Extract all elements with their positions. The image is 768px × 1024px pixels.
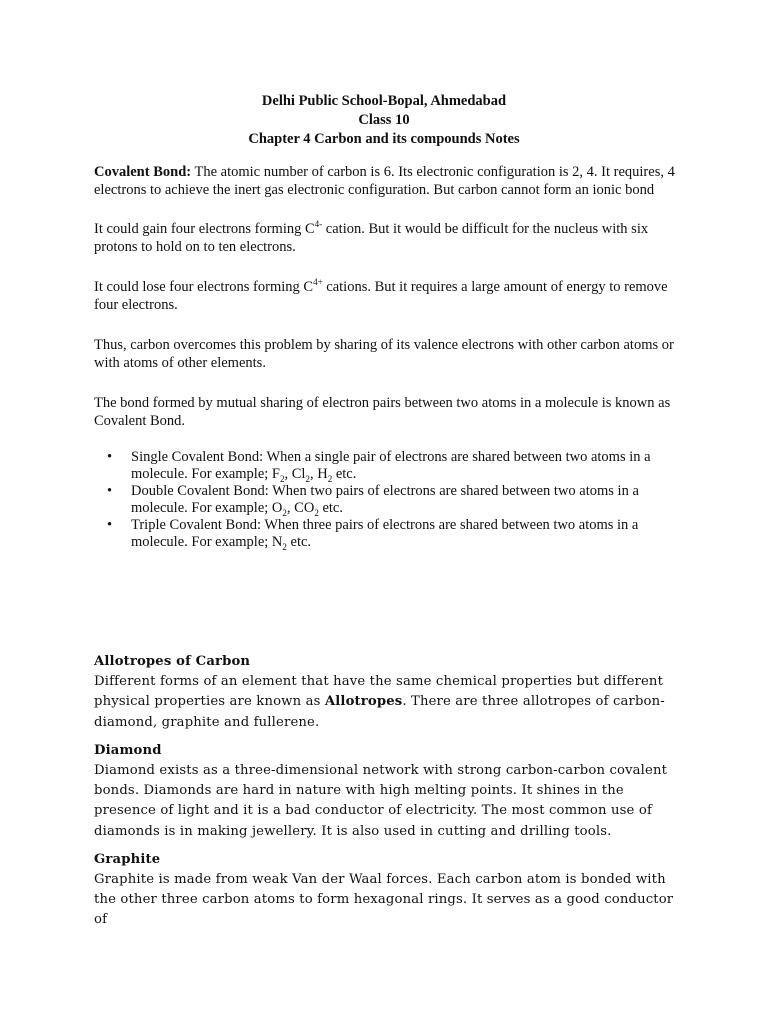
gain-text-start: It could gain four electrons forming C <box>94 221 315 237</box>
subscript: 2 <box>327 473 333 484</box>
definition-paragraph: The bond formed by mutual sharing of electron pairs between two atoms in a molecule is known as Covalent Bond. <box>94 395 671 429</box>
chapter-title: Chapter 4 Carbon and its compounds Notes <box>248 131 520 147</box>
bond-types-list <box>94 449 684 551</box>
triple-bond-text: Triple Covalent Bond: When three pairs of electrons are shared between two atoms in a molecule. For example; N <box>131 517 639 550</box>
allotropes-text-end: . There are three allotropes of carbon-diamond, graphite and fullerene. <box>94 694 665 730</box>
subscript: 2 <box>280 473 285 484</box>
lose-electrons-paragraph <box>94 278 684 314</box>
formula-end: etc. <box>286 534 312 550</box>
allotropes-section <box>94 652 684 939</box>
lose-charge: 4+ <box>313 277 323 288</box>
double-bond-text: Double Covalent Bond: When two pairs of electrons are shared between two atoms in a molecule. For example; O <box>131 483 639 516</box>
subscript: 2 <box>314 507 319 518</box>
covalent-intro-text: The atomic number of carbon is 6. Its electronic configuration is 2, 4. It requires, 4 electrons to achieve the inert gas electronic configuration. But carbon cannot form an ionic bond <box>94 164 675 198</box>
formula-part: , H <box>309 466 328 482</box>
bullet-icon: • <box>107 483 113 499</box>
formula-part: , Cl <box>284 466 306 482</box>
bullet-icon: • <box>107 517 113 533</box>
diamond-paragraph: Diamond exists as a three-dimensional network with strong carbon-carbon covalent bonds. Diamonds are hard in nature with high melting points. It shines in the presence of light and it is a bad conductor of electricity. The most common use of diamonds is in making jewellery. It is also used in cutting and drilling tools. <box>94 763 668 839</box>
gain-text-end: cation. But it would be difficult for the nucleus with six protons to hold on to ten electrons. <box>94 221 649 255</box>
covalent-section <box>94 163 684 551</box>
subscript: 2 <box>305 473 310 484</box>
formula-end: etc. <box>318 500 343 516</box>
lose-text-end: cations. But it requires a large amount of energy to remove four electrons. <box>94 279 668 313</box>
document-header <box>0 92 768 149</box>
formula-end: etc. <box>332 466 357 482</box>
allotropes-paragraph <box>94 672 684 733</box>
allotropes-term: Allotropes <box>324 694 403 710</box>
graphite-heading: Graphite <box>94 851 161 867</box>
diamond-heading: Diamond <box>94 742 162 758</box>
list-item-single-bond <box>94 449 684 483</box>
class-label: Class 10 <box>358 112 410 128</box>
gain-electrons-paragraph <box>94 220 684 256</box>
single-bond-text: Single Covalent Bond: When a single pair of electrons are shared between two atoms in a molecule. For example; F <box>131 449 651 482</box>
allotropes-heading: Allotropes of Carbon <box>94 654 251 669</box>
bullet-icon: • <box>107 449 113 465</box>
school-name: Delhi Public School-Bopal, Ahmedabad <box>261 93 507 109</box>
covalent-intro-paragraph <box>94 163 684 199</box>
gain-charge: 4- <box>314 219 323 230</box>
covalent-heading: Covalent Bond: <box>94 164 192 180</box>
allotropes-text-start: Different forms of an element that have the same chemical properties but different physical properties are known as <box>94 674 664 710</box>
subscript: 2 <box>282 507 287 518</box>
sharing-paragraph: Thus, carbon overcomes this problem by sharing of its valence electrons with other carbon atoms or with atoms of other elements. <box>94 337 674 371</box>
list-item-triple-bond <box>94 517 684 551</box>
graphite-paragraph: Graphite is made from weak Van der Waal forces. Each carbon atom is bonded with the other three carbon atoms to form hexagonal rings. It serves as a good conductor of <box>94 872 674 928</box>
list-item-double-bond <box>94 483 684 517</box>
formula-part: , CO <box>286 500 315 516</box>
subscript: 2 <box>282 541 287 552</box>
lose-text-start: It could lose four electrons forming C <box>94 279 314 295</box>
